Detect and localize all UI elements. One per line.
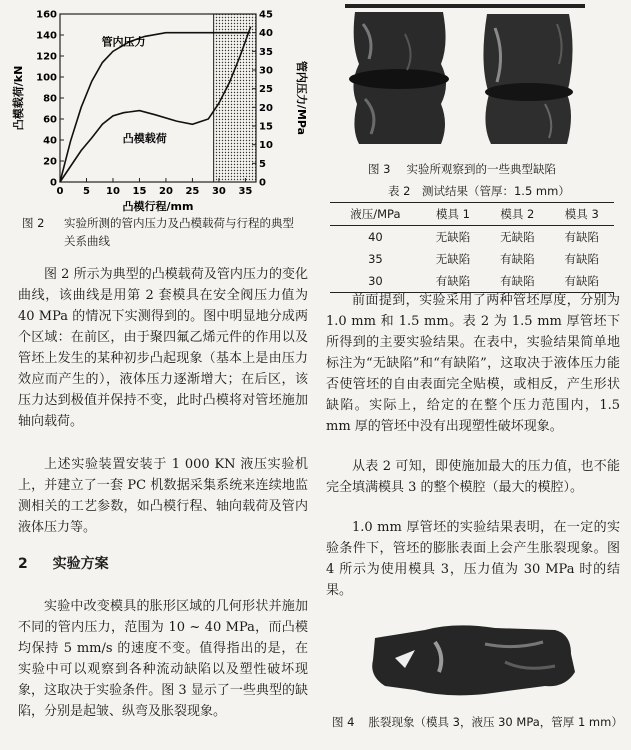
section-title: 实验方案 bbox=[52, 556, 109, 572]
y-right-tick-label: 25 bbox=[259, 84, 273, 96]
shaded-region bbox=[214, 14, 256, 182]
y-left-tick-label: 40 bbox=[43, 135, 57, 147]
figure3-caption bbox=[368, 160, 556, 178]
y-right-tick-label: 5 bbox=[259, 158, 266, 170]
y-left-tick-label: 0 bbox=[50, 177, 57, 189]
y-right-tick-label: 45 bbox=[259, 9, 273, 21]
x-tick-label: 5 bbox=[83, 186, 90, 197]
table-cell: 35 bbox=[368, 252, 383, 266]
y-right-tick-label: 35 bbox=[259, 46, 273, 58]
figure2-caption-text: 实验所测的管内压力及凸模载荷与行程的典型关系曲线 bbox=[64, 216, 294, 248]
table-cell: 有缺陷 bbox=[564, 274, 600, 288]
table-row bbox=[330, 226, 614, 249]
y-right-tick-label: 20 bbox=[259, 102, 273, 114]
figure4-caption bbox=[332, 713, 623, 731]
y-right-tick-label: 30 bbox=[259, 65, 273, 77]
y-right-tick-label: 10 bbox=[259, 140, 273, 152]
left-paragraph-1: 图 2 所示为典型的凸模载荷及管内压力的变化曲线，该曲线是用第 2 套模具在安全阀压力值为 40 MPa 的情况下实测得到的。图中明显地分成两个区域：在前区，由于聚四氟乙烯元件的作用以及管坯上发生的某种初步凸起现象（基本上是由压力效应而产生的），液体压力逐渐增大；在后区，该压力达到极值并保持不变，此时凸模将对管坯施加轴向载荷。 bbox=[18, 267, 308, 429]
table-cell: 有缺陷 bbox=[564, 230, 600, 244]
right-paragraph-3: 1.0 mm 厚管坯的实验结果表明，在一定的实验条件下，管坯的膨胀表面上会产生胀裂现象。图 4 所示为使用模具 3，压力值为 30 MPa 时的结果。 bbox=[326, 520, 620, 598]
section-number: 2 bbox=[18, 556, 28, 572]
left-paragraph-3: 实验中改变模具的胀形区域的几何形状并施加不同的管内压力，范围为 10 ~ 40 MPa，而凸模均保持 5 mm/s 的速度不变。值得指出的是，在实验中可以观察到各种流动缺陷以及塑性破坏现象，这取决于实验条件。图 3 显示了一些典型的缺陷，分别是起皱、纵弯及胀裂现象。 bbox=[18, 599, 308, 719]
table2-header: 模具 2 bbox=[500, 207, 535, 221]
figure3-photo bbox=[345, 4, 585, 152]
table-cell: 有缺陷 bbox=[564, 252, 600, 266]
figure2-caption bbox=[22, 214, 307, 250]
series-label: 管内压力 bbox=[101, 35, 146, 49]
table-cell: 无缺陷 bbox=[500, 230, 535, 244]
y-left-tick-label: 120 bbox=[36, 51, 57, 63]
right-paragraph-1: 前面提到，实验采用了两种管坯厚度，分别为 1.0 mm 和 1.5 mm。表 2 为 1.5 mm 厚管坯下所得到的主要实验结果。在表中，实验结果简单地标注为“无缺陷”和“有缺陷”，这取决于液体压力能否使管坯的自由表面完全贴模，或相反，产生形状缺陷。实际上，给定的在整个压力范围内，1.5 mm 厚的管坯中没有出现塑性破坏现象。 bbox=[326, 293, 620, 434]
table-cell: 无缺陷 bbox=[435, 252, 471, 266]
table-cell: 30 bbox=[368, 274, 383, 288]
figure2-chart bbox=[8, 4, 308, 219]
section-heading bbox=[18, 553, 109, 573]
x-tick-label: 0 bbox=[56, 186, 64, 197]
y-left-tick-label: 160 bbox=[36, 9, 57, 21]
right-paragraph-2: 从表 2 可知，即使施加最大的压力值，也不能完全填满模具 3 的整个模腔（最大的模腔）。 bbox=[326, 459, 620, 495]
table2-header-row bbox=[330, 203, 614, 226]
table2-header: 模具 3 bbox=[564, 207, 599, 221]
x-tick-label: 35 bbox=[238, 186, 253, 197]
figure3-caption-text: 实验所观察到的一些典型缺陷 bbox=[406, 162, 556, 176]
y-right-tick-label: 40 bbox=[259, 28, 273, 40]
y-left-axis-label: 凸模载荷/kN bbox=[12, 65, 25, 131]
series-label: 凸模载荷 bbox=[122, 132, 167, 146]
y-left-tick-label: 20 bbox=[43, 156, 57, 168]
x-tick-label: 25 bbox=[185, 186, 200, 197]
y-right-tick-label: 15 bbox=[259, 121, 273, 133]
x-tick-label: 15 bbox=[132, 186, 147, 197]
y-right-tick-label: 0 bbox=[259, 177, 266, 189]
y-left-tick-label: 80 bbox=[43, 93, 57, 105]
x-tick-label: 10 bbox=[106, 186, 120, 197]
table-cell: 无缺陷 bbox=[435, 230, 471, 244]
x-tick-label: 20 bbox=[158, 186, 173, 197]
y-left-tick-label: 140 bbox=[36, 30, 57, 42]
figure2-caption-num: 图 2 bbox=[22, 216, 45, 230]
table2-title: 表 2 测试结果（管厚：1.5 mm） bbox=[388, 184, 570, 198]
figure4-caption-num: 图 4 bbox=[332, 715, 355, 729]
table2 bbox=[330, 202, 614, 293]
table-row bbox=[330, 248, 614, 270]
x-tick-label: 30 bbox=[211, 186, 226, 197]
y-left-tick-label: 100 bbox=[36, 72, 57, 84]
table-cell: 有缺陷 bbox=[500, 252, 535, 266]
table2-header: 模具 1 bbox=[435, 207, 470, 221]
y-left-tick-label: 60 bbox=[43, 114, 57, 126]
left-paragraph-2: 上述实验装置安装于 1 000 KN 液压实验机上，并建立了一套 PC 机数据采集系统来连续地监测相关的工艺参数，如凸模行程、轴向载荷及管内液体压力等。 bbox=[18, 457, 308, 535]
table-cell: 有缺陷 bbox=[435, 274, 471, 288]
table2-header: 液压/MPa bbox=[350, 207, 401, 221]
y-right-axis-label: 管内压力/MPa bbox=[295, 60, 308, 136]
figure4-photo bbox=[365, 620, 595, 702]
x-axis-label: 凸模行程/mm bbox=[122, 200, 194, 213]
figure3-caption-num: 图 3 bbox=[368, 162, 391, 176]
table-cell: 40 bbox=[368, 230, 383, 244]
figure4-caption-text: 胀裂现象（模具 3，液压 30 MPa，管厚 1 mm） bbox=[368, 715, 623, 729]
table-cell: 有缺陷 bbox=[500, 274, 535, 288]
